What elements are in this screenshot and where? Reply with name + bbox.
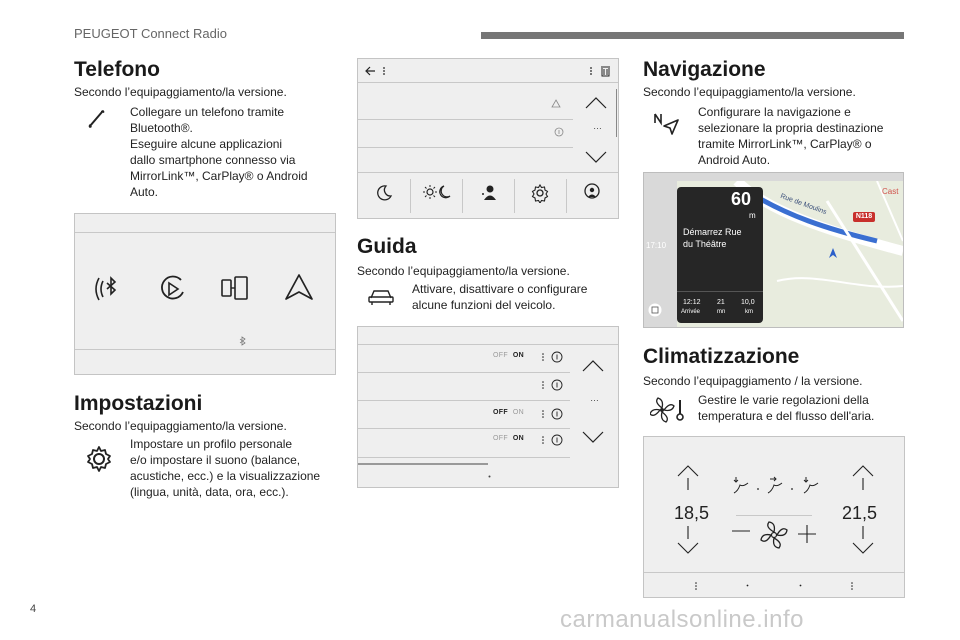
navigazione-description: Configurare la navigazione e selezionare la propria destinazione tramite MirrorLink™, CarPlay® o Android Auto.	[698, 105, 884, 167]
settings-screen-panel	[357, 58, 619, 219]
navigation-screen	[643, 172, 904, 328]
info-icon[interactable]	[554, 127, 564, 137]
climatizzazione-subtitle: Secondo l’equipaggiamento / la versione.	[643, 374, 863, 388]
place-label: Cast	[882, 187, 899, 196]
navigation-instruction-card	[677, 187, 763, 323]
mirror-screen-icon[interactable]	[219, 274, 253, 304]
screen-clock: 17:10	[646, 241, 667, 250]
left-temp-up-icon[interactable]	[677, 465, 699, 491]
android-auto-icon[interactable]	[283, 272, 315, 304]
toggle-2[interactable]: OFF ON	[493, 409, 525, 416]
left-temp-down-icon[interactable]	[677, 525, 699, 555]
section-title-climatizzazione: Climatizzazione	[643, 345, 800, 368]
telefono-subtitle: Secondo l’equipaggiamento/la versione.	[74, 85, 287, 99]
warning-icon	[551, 99, 561, 108]
arrival-label: Arrivée	[681, 309, 701, 315]
sound-profile-icon[interactable]	[582, 183, 602, 201]
section-title-telefono: Telefono	[74, 58, 160, 81]
media-play-icon[interactable]	[157, 274, 187, 304]
watermark: carmanualsonline.info	[560, 606, 804, 633]
climate-dot-1	[746, 584, 749, 587]
profile-icon[interactable]	[478, 183, 498, 201]
row-3-menu-info-icon[interactable]	[540, 408, 564, 420]
impostazioni-description: Impostare un profilo personale e/o impostare il suono (balance, acustiche, ecc.) e la visualizzazione (lingua, unità, data, ora, ecc.).	[130, 437, 321, 499]
climate-menu-dots-icon[interactable]	[694, 581, 698, 591]
more-dots: …	[593, 121, 602, 131]
left-temperature: 18,5	[674, 503, 710, 523]
bluetooth-icon[interactable]	[93, 272, 127, 306]
telefono-description: Collegare un telefono tramite Bluetooth®. Eseguire alcune applicazioni dallo smartphone connesso via MirrorLink™, CarPlay® o Android Auto.	[130, 105, 308, 199]
scroll-up-chevron-icon[interactable]	[585, 97, 607, 109]
fan-speed-increase-icon[interactable]	[798, 525, 816, 543]
vehicle-position-icon	[827, 247, 839, 259]
climate-fan-thermometer-icon	[650, 396, 686, 424]
night-mode-icon[interactable]	[374, 183, 394, 201]
header-title: PEUGEOT Connect Radio	[74, 26, 227, 41]
right-temp-up-icon[interactable]	[852, 465, 874, 491]
telefono-screen-panel	[74, 213, 336, 375]
remaining-distance: 10,0	[741, 299, 755, 306]
page-number: 4	[30, 603, 37, 615]
airflow-distribution-icons[interactable]	[730, 475, 826, 497]
road-label: Rue de Moulins	[779, 192, 828, 217]
climate-dot-2	[799, 584, 802, 587]
duration-value: 21	[717, 299, 725, 306]
day-night-icon[interactable]	[422, 183, 452, 201]
duration-unit: mn	[717, 309, 726, 315]
row-2-menu-info-icon[interactable]	[540, 379, 564, 391]
climate-screen-panel	[643, 436, 905, 598]
bluetooth-status-icon	[239, 336, 247, 346]
car-icon	[367, 286, 395, 306]
impostazioni-subtitle: Secondo l’equipaggiamento/la versione.	[74, 419, 287, 433]
distance-value: 60	[731, 189, 752, 209]
row-1-menu-info-icon[interactable]	[540, 351, 564, 363]
climate-menu-dots-right-icon[interactable]	[850, 581, 854, 591]
trash-icon[interactable]	[588, 65, 614, 77]
section-title-impostazioni: Impostazioni	[74, 392, 203, 415]
gear-icon	[84, 444, 114, 474]
guida-more-dots: …	[590, 393, 599, 403]
fan-icon[interactable]	[760, 521, 788, 549]
scroll-down-chevron-icon[interactable]	[585, 151, 607, 163]
climatizzazione-description: Gestire le varie regolazioni della temperatura e del flusso dell'aria.	[698, 393, 875, 423]
road-badge: N118	[853, 212, 875, 222]
row-4-menu-info-icon[interactable]	[540, 434, 564, 446]
guida-screen-panel	[357, 326, 619, 488]
menu-square-icon[interactable]	[648, 303, 662, 317]
navigazione-subtitle: Secondo l’equipaggiamento/la versione.	[643, 85, 856, 99]
phone-handset-icon	[86, 108, 108, 130]
guida-subtitle: Secondo l’equipaggiamento/la versione.	[357, 264, 570, 278]
settings-gear-icon[interactable]	[528, 181, 550, 203]
right-temp-down-icon[interactable]	[852, 525, 874, 555]
section-title-guida: Guida	[357, 235, 417, 258]
toggle-1[interactable]: OFF ON	[493, 352, 525, 359]
navigation-arrow-icon	[652, 112, 682, 140]
fan-speed-decrease-icon[interactable]	[732, 529, 750, 533]
section-title-navigazione: Navigazione	[643, 58, 766, 81]
remaining-unit: km	[745, 309, 753, 315]
right-temperature: 21,5	[842, 503, 878, 523]
arrival-time: 12:12	[683, 299, 701, 306]
header-bar	[481, 32, 904, 39]
toggle-3[interactable]: OFF ON	[493, 435, 525, 442]
guida-scroll-down-icon[interactable]	[582, 431, 604, 443]
back-arrow-icon[interactable]	[364, 65, 388, 77]
guida-description: Attivare, disattivare o configurare alcune funzioni del veicolo.	[412, 282, 588, 312]
distance-unit: m	[749, 211, 756, 220]
instruction-line2: du Théâtre	[683, 239, 727, 249]
instruction-line1: Démarrez Rue	[683, 227, 742, 237]
page-indicator-dot	[488, 475, 491, 478]
guida-scroll-up-icon[interactable]	[582, 360, 604, 372]
